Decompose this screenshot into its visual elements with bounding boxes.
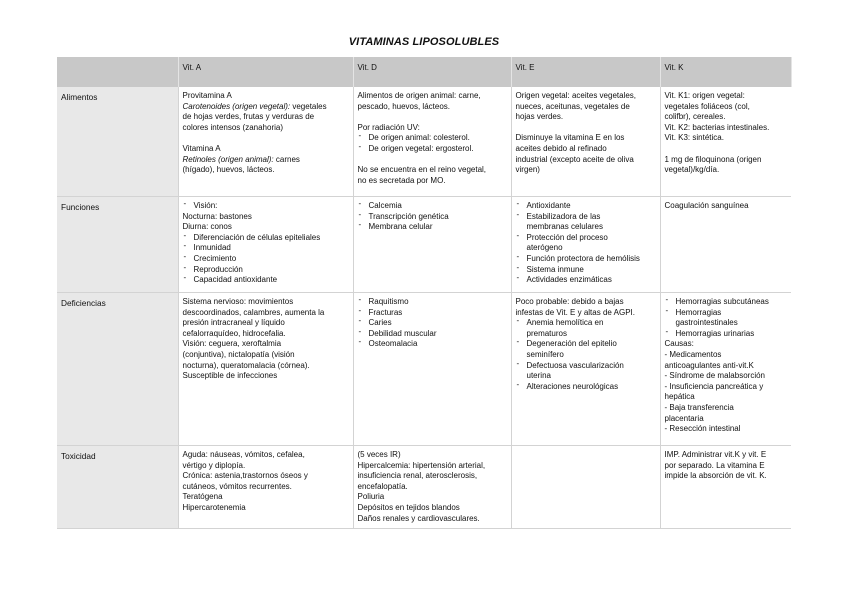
list-item: - Fracturas [358,308,507,319]
list-item: - Hemorragias urinarias [665,329,788,340]
list-item: - Transcripción genética [358,212,507,223]
list-item: - Protección del proceso [516,233,656,244]
cell-deficiencias-vit-a: Sistema nervioso: movimientos descoordinados, calambres, aumenta la presión intracraneal y líquido cefalorraquídeo, hidrocefalia. Visión: ceguera, xeroftalmia (conjuntiva), nictalopatía (visión nocturna), queratomalacia (córnea). Susceptible de infecciones [178,293,353,446]
row-label-toxicidad: Toxicidad [57,446,178,529]
cell-toxicidad-vit-a: Aguda: náuseas, vómitos, cefalea, vértigo y diplopía. Crónica: astenia,trastornos óseos y cutáneos, vómitos recurrentes. Teratógena Hipercarotenemia [178,446,353,529]
list-item: - Antioxidante [516,201,656,212]
list-item: - Crecimiento [183,254,349,265]
row-label-deficiencias: Deficiencias [57,293,178,446]
row-toxicidad [57,446,791,529]
list-item-cont: uterina [526,371,551,381]
cell-funciones-vit-k: Coagulación sanguínea [660,197,791,293]
header-vit-k: Vit. K [660,57,791,87]
header-vit-e: Vit. E [511,57,660,87]
list-item: - Hemorragias [665,308,788,319]
cell-alimentos-vit-a: Provitamina A Carotenoides (origen vegetal): vegetales de hojas verdes, frutas y verduras de colores intensos (zanahoria) Vitamina A Retinoles (origen animal): carnes (hígado), huevos, lácteos. [178,87,353,197]
cell-toxicidad-vit-d: (5 veces IR) Hipercalcemia: hipertensión arterial, insuficiencia renal, aterosclerosis, encefalopatía. Poliuria Depósitos en tejidos blandos Daños renales y cardiovasculares. [353,446,511,529]
header-row [57,57,791,87]
list-item: - Diferenciación de células epiteliales [183,233,349,244]
list-item: - Caries [358,318,507,329]
list-item: - Reproducción [183,265,349,276]
cell-alimentos-vit-e: Origen vegetal: aceites vegetales, nueces, aceitunas, vegetales de hojas verdes. Disminuye la vitamina E en los aceites debido al refinado industrial (excepto aceite de oliva virgen) [511,87,660,197]
cell-toxicidad-vit-k: IMP. Administrar vit.K y vit. E por separado. La vitamina E impide la absorción de vit. K. [660,446,791,529]
list-item: - Anemia hemolítica en [516,318,656,329]
cell-funciones-vit-e [511,197,660,293]
cell-toxicidad-vit-e [511,446,660,529]
list-item: - Visión: [183,201,349,212]
list-item: - Actividades enzimáticas [516,275,656,286]
list-item: - Capacidad antioxidante [183,275,349,286]
cell-deficiencias-vit-d [353,293,511,446]
list-item: - De origen animal: colesterol. [358,133,507,144]
row-deficiencias [57,293,791,446]
list-item: - De origen vegetal: ergosterol. [358,144,507,155]
list-item: - Degeneración del epitelio [516,339,656,350]
row-label-alimentos: Alimentos [57,87,178,197]
row-alimentos [57,87,791,197]
header-empty [57,57,178,87]
cell-funciones-vit-a: - Visión: Nocturna: bastones Diurna: conos - Diferenciación de células epiteliales - Inmunidad - Crecimiento - Reproducción - Capacidad antioxidante [178,197,353,293]
page-title: VITAMINAS LIPOSOLUBLES [348,36,500,48]
list-item: - Calcemia [358,201,507,212]
list-item-cont: prematuros [526,328,567,338]
list-item: - Función protectora de hemólisis [516,254,656,265]
list-item: - Debilidad muscular [358,329,507,340]
list-item-cont: seminífero [526,349,564,359]
list-item: - Estabilizadora de las [516,212,656,223]
row-funciones [57,197,791,293]
cell-alimentos-vit-d: Alimentos de origen animal: carne, pescado, huevos, lácteos. Por radiación UV: - De origen animal: colesterol. - De origen vegetal: ergosterol. No se encuentra en el reino vegetal, no es secretada por MO. [353,87,511,197]
list-item: - Hemorragias subcutáneas [665,297,788,308]
list-item: - Defectuosa vascularización [516,361,656,372]
header-vit-d: Vit. D [353,57,511,87]
list-item-cont: aterógeno [526,243,563,253]
list-item: - Sistema inmune [516,265,656,276]
list-item: - Raquitismo [358,297,507,308]
cell-alimentos-vit-k: Vit. K1: origen vegetal: vegetales foliáceos (col, colifbr), cereales. Vit. K2: bacterias intestinales. Vit. K3: sintética. 1 mg de filoquinona (origen vegetal)/kg/día. [660,87,791,197]
vitamins-table [57,57,792,529]
header-vit-a: Vit. A [178,57,353,87]
cell-deficiencias-vit-k: - Hemorragias subcutáneas - Hemorragias gastrointestinales - Hemorragias urinarias Causas: - Medicamentos anticoagulantes anti-vit.K - Síndrome de malabsorción - Insuficiencia pancreática y hepática - Baja transferencia placentaria - Resección intestinal [660,293,791,446]
list-item: - Inmunidad [183,243,349,254]
cell-funciones-vit-d [353,197,511,293]
list-item-cont: gastrointestinales [675,318,738,328]
list-item-cont: membranas celulares [526,222,603,232]
row-label-funciones: Funciones [57,197,178,293]
list-item: - Osteomalacia [358,339,507,350]
cell-deficiencias-vit-e: Poco probable: debido a bajas infestas de Vit. E y altas de AGPI. - Anemia hemolítica en prematuros - Degeneración del epitelio seminífero - Defectuosa vascularización uterina - Alteraciones neurológicas [511,293,660,446]
list-item: - Alteraciones neurológicas [516,382,656,393]
list-item: - Membrana celular [358,222,507,233]
